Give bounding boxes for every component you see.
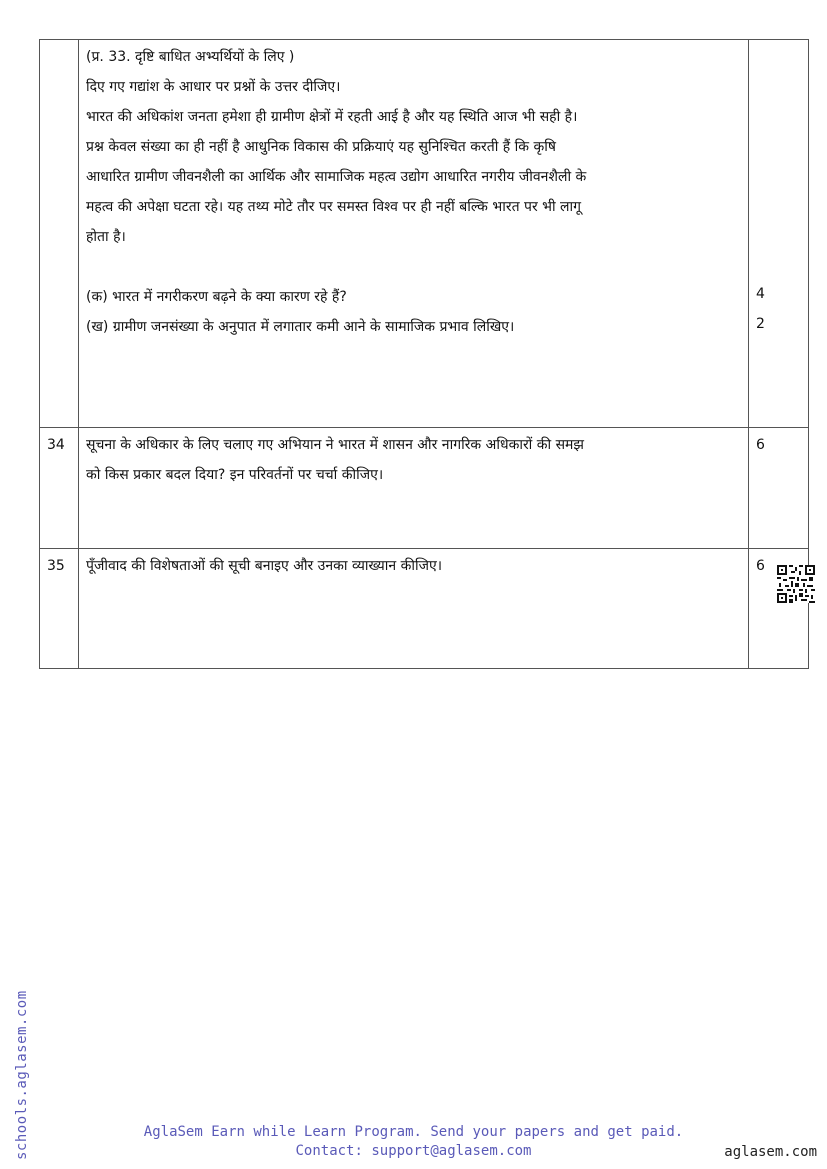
sub-question-kha: (ख) ग्रामीण जनसंख्या के अनुपात में लगातार कमी आने के सामाजिक प्रभाव लिखिए। — [86, 319, 515, 335]
question-row-35 — [40, 549, 809, 669]
passage-line: महत्व की अपेक्षा घटता रहे। यह तथ्य मोटे तौर पर समस्त विश्व पर ही नहीं बल्कि भारत पर भी लागू — [86, 199, 582, 215]
blank-line — [86, 252, 742, 282]
question-line: (प्र. 33. दृष्टि बाधित अभ्यर्थियों के लिए ) — [86, 49, 295, 65]
marks-spacer — [756, 42, 808, 279]
marks-kha: 2 — [756, 316, 765, 332]
question-number: 34 — [40, 428, 79, 549]
passage-line: होता है। — [86, 229, 126, 245]
footer-site-link[interactable]: aglasem.com — [724, 1144, 817, 1160]
question-row-33 — [40, 40, 809, 428]
question-line: सूचना के अधिकार के लिए चलाए गए अभियान ने भारत में शासन और नागरिक अधिकारों की समझ — [86, 437, 584, 453]
passage-line: आधारित ग्रामीण जीवनशैली का आर्थिक और सामाजिक महत्व उद्योग आधारित नगरीय जीवनशैली के — [86, 169, 587, 185]
question-text — [79, 549, 749, 669]
question-line: को किस प्रकार बदल दिया? इन परिवर्तनों पर चर्चा कीजिए। — [86, 467, 384, 483]
footer-program-text: AglaSem Earn while Learn Program. Send your papers and get paid. — [143, 1124, 684, 1140]
question-text — [79, 428, 749, 549]
passage-line: प्रश्न केवल संख्या का ही नहीं है आधुनिक विकास की प्रक्रियाएं यह सुनिश्चित करती हैं कि कृषि — [86, 139, 556, 155]
marks-cell: 6 — [749, 549, 809, 669]
question-table — [39, 39, 809, 669]
sub-question-ka: (क) भारत में नगरीकरण बढ़ने के क्या कारण रहे हैं? — [86, 289, 347, 305]
side-watermark: schools.aglasem.com — [14, 990, 30, 1160]
question-number: 35 — [40, 549, 79, 669]
marks-cell — [749, 40, 809, 428]
marks-stack — [756, 279, 808, 339]
question-line: दिए गए गद्यांश के आधार पर प्रश्नों के उत्तर दीजिए। — [86, 79, 341, 95]
question-number — [40, 40, 79, 428]
marks-ka: 4 — [756, 286, 765, 302]
marks-cell: 6 — [749, 428, 809, 549]
question-line: पूँजीवाद की विशेषताओं की सूची बनाइए और उनका व्याख्यान कीजिए। — [86, 558, 443, 574]
passage-line: भारत की अधिकांश जनता हमेशा ही ग्रामीण क्षेत्रों में रहती आई है और यह स्थिति आज भी सही है। — [86, 109, 578, 125]
qr-code-icon[interactable] — [777, 565, 815, 603]
question-text — [79, 40, 749, 428]
footer-contact-text: Contact: support@aglasem.com — [295, 1143, 532, 1159]
question-row-34 — [40, 428, 809, 549]
